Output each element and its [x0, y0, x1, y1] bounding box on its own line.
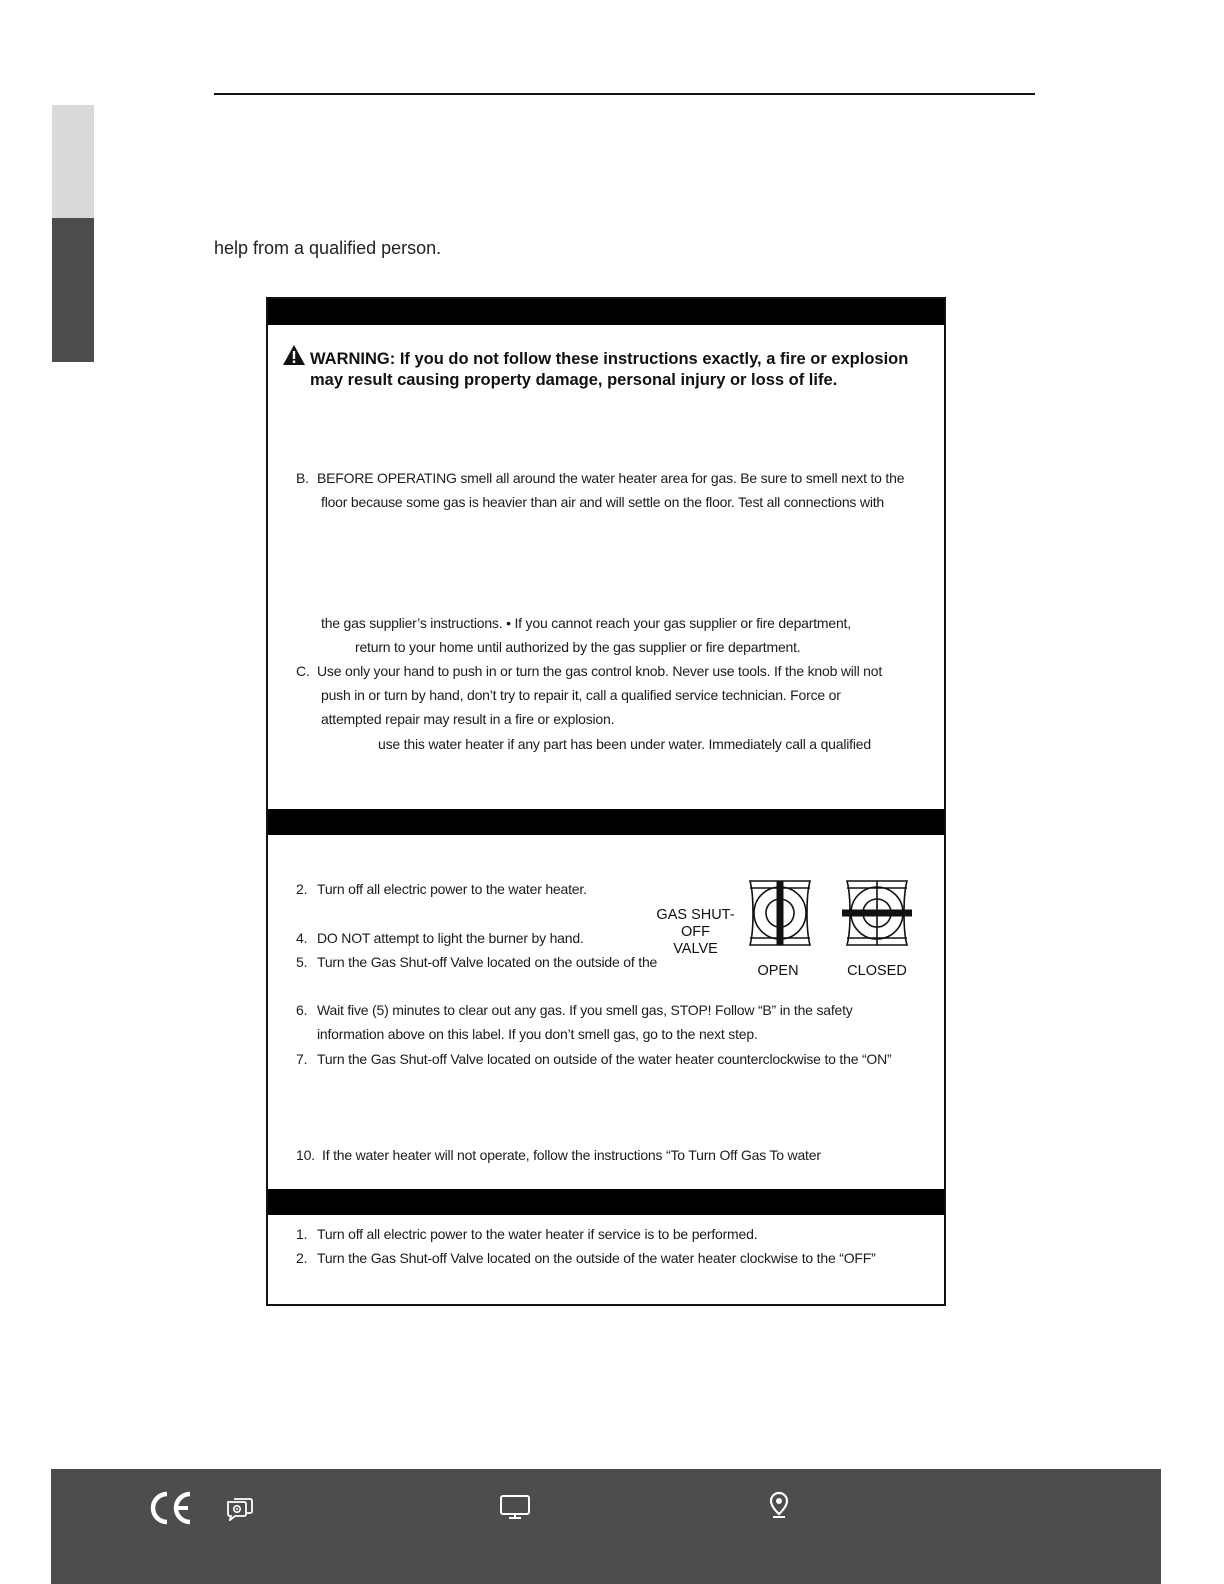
warning-triangle-icon [282, 344, 306, 366]
footer-bar [51, 1469, 1161, 1584]
ce-mark-icon [148, 1491, 194, 1525]
operating-step-6-line1: 6. Wait five (5) minutes to clear out any gas. If you smell gas, STOP! Follow “B” in the safety [296, 1002, 853, 1018]
valve-closed-icon [842, 881, 912, 945]
operating-header-bar [268, 809, 944, 835]
gas-valve-diagram [746, 877, 916, 949]
side-tab-dark [52, 218, 94, 362]
warning-statement: WARNING: If you do not follow these instructions exactly, a fire or explosion may result causing property damage, personal injury or loss of life. [310, 350, 909, 389]
turn-off-header-bar [268, 1189, 944, 1215]
operating-step-10: 10. If the water heater will not operate, follow the instructions “To Turn Off Gas To water [296, 1147, 821, 1163]
turn-off-step-1: 1. Turn off all electric power to the water heater if service is to be performed. [296, 1226, 758, 1242]
valve-open-icon [750, 881, 810, 945]
valve-closed-label: CLOSED [847, 963, 907, 979]
top-rule [214, 93, 1035, 95]
safety-label-panel [266, 297, 946, 1306]
safety-header-bar [268, 299, 944, 325]
safety-item-c-line3: attempted repair may result in a fire or explosion. [321, 711, 615, 727]
monitor-icon [499, 1494, 531, 1520]
valve-open-label: OPEN [757, 963, 799, 979]
safety-item-c-line2: push in or turn by hand, don’t try to repair it, call a qualified service technician. Force or [321, 687, 841, 703]
safety-item-b-line3: the gas supplier’s instructions. • If you cannot reach your gas supplier or fire department, [321, 615, 851, 631]
turn-off-step-2: 2. Turn the Gas Shut-off Valve located on the outside of the water heater clockwise to the “OFF” [296, 1250, 876, 1266]
safety-item-d-line1: use this water heater if any part has been under water. Immediately call a qualified [378, 736, 871, 752]
safety-item-b-line4: return to your home until authorized by the gas supplier or fire department. [355, 639, 801, 655]
safety-item-b-line2: floor because some gas is heavier than air and will settle on the floor. Test all connections with [321, 494, 885, 510]
intro-text: help from a qualified person. [214, 238, 442, 258]
operating-step-2: 2. Turn off all electric power to the water heater. [296, 881, 587, 897]
operating-step-5: 5. Turn the Gas Shut-off Valve located on the outside of the [296, 954, 658, 970]
safety-item-c-line1: C. Use only your hand to push in or turn the gas control knob. Never use tools. If the knob will not [296, 663, 883, 679]
operating-step-6-line2: information above on this label. If you don’t smell gas, go to the next step. [317, 1026, 758, 1042]
support-chat-icon [226, 1493, 254, 1521]
valve-diagram-label: GAS SHUT-OFF VALVE [656, 907, 735, 957]
location-pin-icon [769, 1491, 789, 1519]
safety-item-b-line1: B. BEFORE OPERATING smell all around the water heater area for gas. Be sure to smell next to the [296, 470, 905, 486]
operating-step-7: 7. Turn the Gas Shut-off Valve located on outside of the water heater counterclockwise to the “ON” [296, 1051, 892, 1067]
side-tab-light [52, 105, 94, 218]
operating-step-4: 4. DO NOT attempt to light the burner by hand. [296, 930, 584, 946]
